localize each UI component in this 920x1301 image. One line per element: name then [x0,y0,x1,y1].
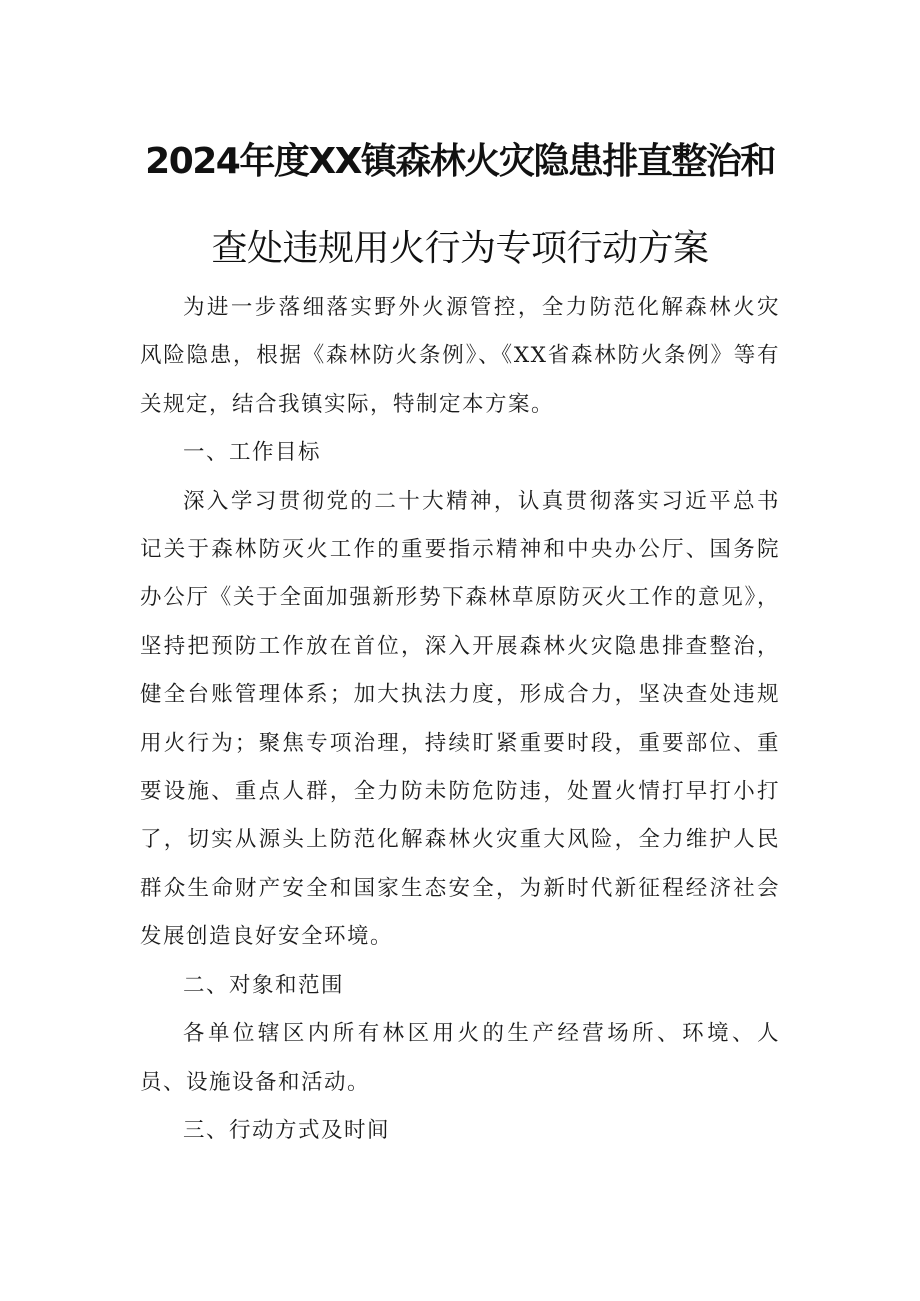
document-title-line-1: 2024年度XX镇森林火灾隐患排直整治和 [145,141,775,182]
section-heading-goals: 一、工作目标 [183,440,322,466]
document-title-line-2: 查处违规用火行为专项行动方案 [211,228,709,269]
document-body [140,284,780,1155]
section-heading-method: 三、行动方式及时间 [183,1117,391,1143]
section-heading-scope: 二、对象和范围 [183,972,345,998]
scope-paragraph: 各单位辖区内所有林区用火的生产经营场所、环境、人员、设施设备和活动。 [140,1021,780,1095]
intro-paragraph: 为进一步落细落实野外火源管控，全力防范化解森林火灾风险隐患，根据《森林防火条例》、《XX省森林防火条例》等有关规定，结合我镇实际，特制定本方案。 [140,295,780,417]
goals-paragraph: 深入学习贯彻党的二十大精神，认真贯彻落实习近平总书记关于森林防灭火工作的重要指示精神和中央办公厅、国务院办公厅《关于全面加强新形势下森林草原防灭火工作的意见》，坚持把预防工作放在首位，深入开展森林火灾隐患排查整治，健全台账管理体系；加大执法力度，形成合力，坚决查处违规用火行为；聚焦专项治理，持续盯紧重要时段，重要部位、重要设施、重点人群，全力防未防危防违，处置火情打早打小打了，切实从源头上防范化解森林火灾重大风险，全力维护人民群众生命财产安全和国家生态安全，为新时代新征程经济社会发展创造良好安全环境。 [140,488,780,950]
